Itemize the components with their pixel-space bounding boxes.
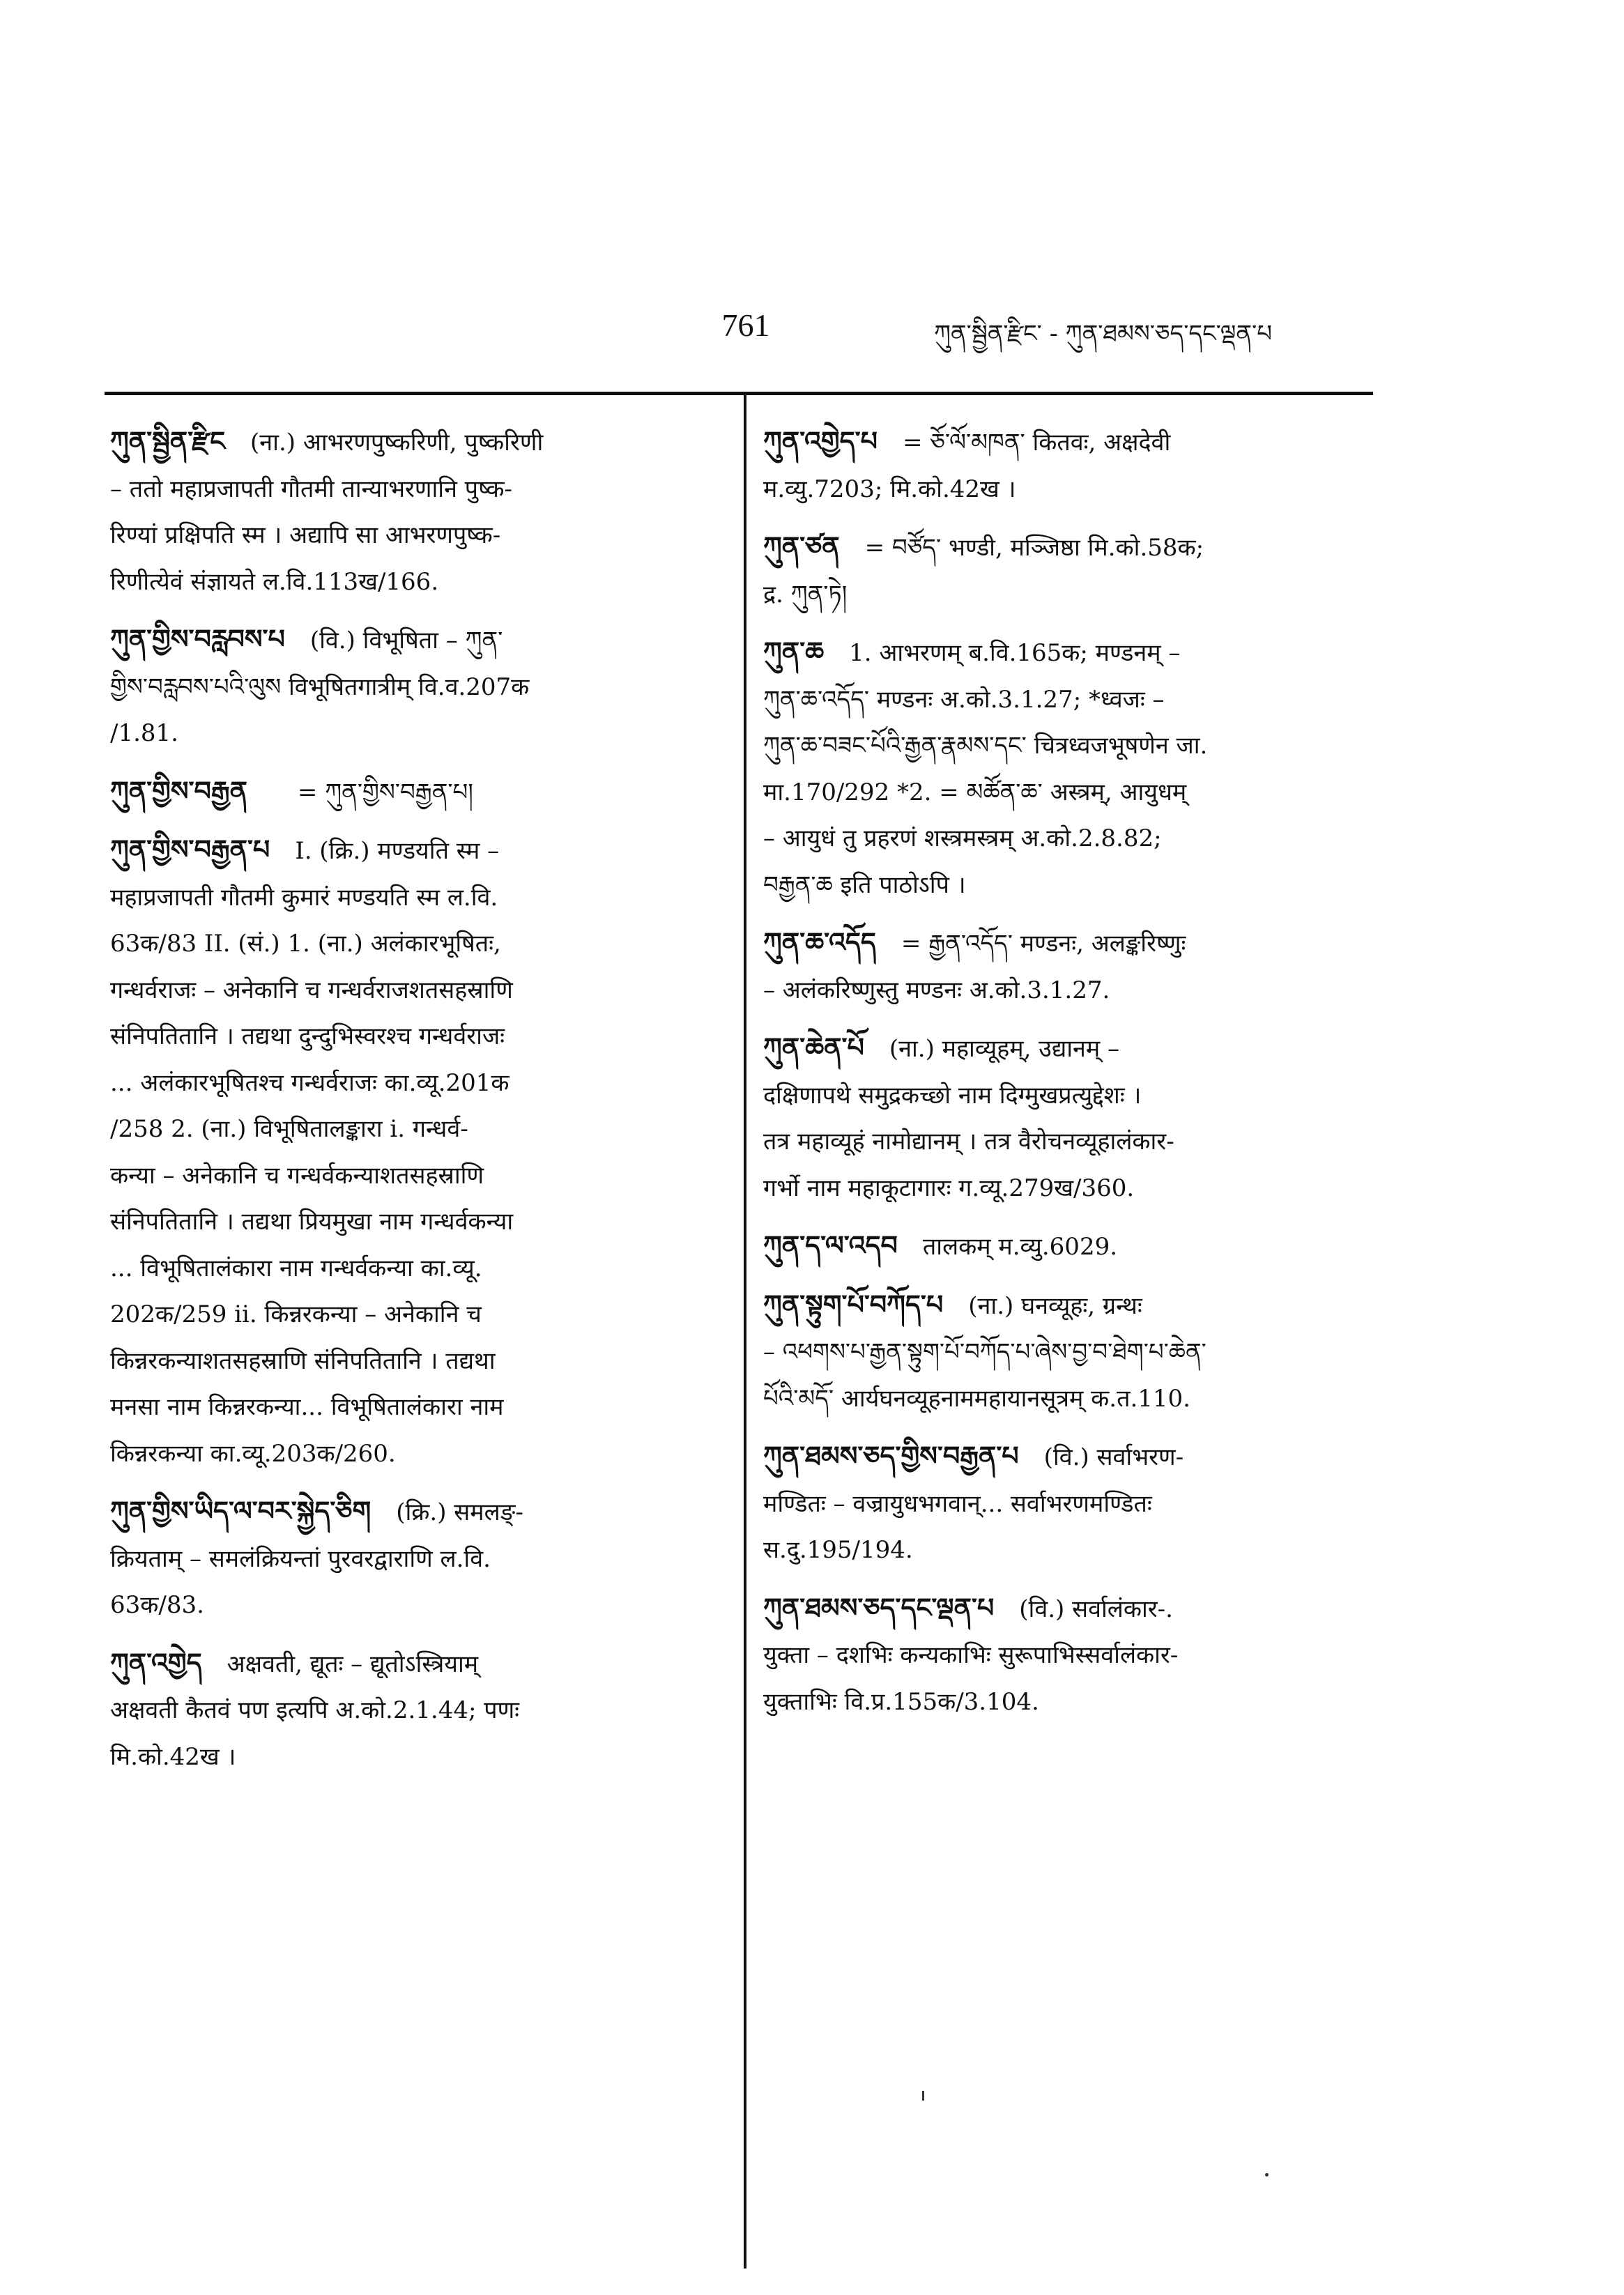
dictionary-entry bbox=[110, 827, 723, 1477]
headword: ཀུན་སྦྱིན་རྫིང bbox=[110, 426, 225, 456]
entry-line: (ना.) घनव्यूहः, ग्रन्थः bbox=[968, 1291, 1142, 1320]
dictionary-entry bbox=[763, 629, 1377, 908]
entry-line: (ना.) महाव्यूहम्, उद्यानम् – bbox=[889, 1035, 1120, 1063]
headword: ཀུན་ད་ལ་འདབ bbox=[763, 1230, 898, 1261]
entry-line: गन्धर्वराजः – अनेकानि च गन्धर्वराजशतसहस्राणि bbox=[110, 976, 513, 1004]
dictionary-entry bbox=[763, 919, 1377, 1013]
dictionary-entry bbox=[110, 1488, 723, 1629]
headword: ཀུན་གྱིས་ཡིད་ལ་བར་སྐྱེད་ཅིག bbox=[110, 1496, 371, 1526]
header-rule bbox=[105, 392, 1373, 395]
headword: ཀུན་གྱིས་བརྒྱན bbox=[110, 775, 247, 806]
dictionary-entry bbox=[763, 418, 1377, 512]
entry-line: म.व्यु.7203; मि.को.42ख । bbox=[763, 475, 1016, 503]
entry-line: मि.को.42ख । bbox=[110, 1742, 236, 1771]
entry-line: པོའི་མདོ་ आर्यघनव्यूहनाममहायानसूत्रम् क.त.110. bbox=[763, 1384, 1190, 1413]
headword: ཀུན་སྟུག་པོ་བཀོད་པ bbox=[763, 1289, 944, 1320]
entry-line: द्र. ཀུན་ཏེ། bbox=[763, 580, 848, 608]
entry-line: मण्डितः – वज्रायुधभगवान्... सर्वाभरणमण्डितः bbox=[763, 1489, 1152, 1518]
entry-line: – अलंकरिष्णुस्तु मण्डनः अ.को.3.1.27. bbox=[763, 976, 1110, 1004]
entry-line: अक्षवती कैतवं पण इत्यपि अ.को.2.1.44; पणः bbox=[110, 1696, 520, 1724]
entry-line: (ना.) आभरणपुष्करिणी, पुष्करिणी bbox=[250, 429, 544, 456]
entry-line: /1.81. bbox=[110, 719, 178, 747]
headword: ཀུན་ཙན bbox=[763, 531, 840, 562]
dictionary-entry bbox=[110, 418, 723, 605]
entry-line: 63क/83. bbox=[110, 1591, 204, 1619]
dictionary-entry bbox=[110, 1640, 723, 1781]
headword: ཀུན་འགྱེད་པ bbox=[763, 426, 878, 456]
entry-line: गर्भो नाम महाकूटागारः ग.व्यू.279ख/360. bbox=[763, 1174, 1135, 1202]
entry-line: ... विभूषितालंकारा नाम गन्धर्वकन्या का.व्यू. bbox=[110, 1254, 482, 1282]
right-column bbox=[763, 418, 1377, 1736]
entry-line: महाप्रजापती गौतमी कुमारं मण्डयति स्म ल.वि. bbox=[110, 883, 498, 912]
dictionary-entry bbox=[763, 1222, 1377, 1271]
dictionary-entry bbox=[763, 523, 1377, 617]
entry-line: (वि.) सर्वाभरण- bbox=[1043, 1443, 1184, 1471]
entry-line: 63क/83 II. (सं.) 1. (ना.) अलंकारभूषितः, bbox=[110, 930, 501, 958]
entry-line: किन्नरकन्या का.व्यू.203क/260. bbox=[110, 1439, 396, 1468]
entry-line: (वि.) विभूषिता – ཀུན་ bbox=[309, 627, 503, 654]
entry-line: 202क/259 ii. किन्नरकन्या – अनेकानि च bbox=[110, 1300, 482, 1328]
entry-line: अक्षवती, द्यूतः – द्यूतोऽस्त्रियाम् bbox=[227, 1650, 479, 1678]
scan-speck bbox=[922, 2091, 924, 2101]
entry-line: तत्र महाव्यूहं नामोद्यानम् । तत्र वैरोचनव्यूहालंकार- bbox=[763, 1128, 1174, 1156]
entry-line: मनसा नाम किन्नरकन्या... विभूषितालंकारा नाम bbox=[110, 1393, 504, 1421]
headword: ཀུན་ཆེན་པོ bbox=[763, 1032, 864, 1063]
entry-line: 1. आभरणम् ब.वि.165क; मण्डनम् – bbox=[849, 639, 1181, 667]
dictionary-entry bbox=[763, 1024, 1377, 1211]
scan-speck bbox=[1265, 2173, 1269, 2177]
entry-line: = བཙོད་ भण्डी, मञ्जिष्ठा मि.को.58क; bbox=[864, 534, 1204, 562]
entry-line: रिणीत्येवं संज्ञायते ल.वि.113ख/166. bbox=[110, 567, 439, 596]
entry-line: – आयुधं तु प्रहरणं शस्त्रमस्त्रम् अ.को.2.8.82; bbox=[763, 824, 1162, 852]
entry-line: (क्रि.) समलङ्- bbox=[396, 1498, 523, 1526]
running-head: ཀུན་སྦྱིན་རྫིང་ - ཀུན་ཐམས་ཅད་དང་ལྡན་པ bbox=[934, 320, 1273, 348]
entry-line: = ཅོ་ལོ་མཁན་ कितवः, अक्षदेवी bbox=[902, 429, 1171, 456]
entry-line: /258 2. (ना.) विभूषितालङ्कारा i. गन्धर्व- bbox=[110, 1115, 468, 1143]
dictionary-entry bbox=[763, 1585, 1377, 1726]
entry-line: किन्नरकन्याशतसहस्राणि संनिपतितानि । तद्यथा bbox=[110, 1346, 496, 1375]
entry-line: I. (क्रि.) मण्डयति स्म – bbox=[295, 837, 500, 865]
entry-line: – ततो महाप्रजापती गौतमी तान्याभरणानि पुष्क- bbox=[110, 475, 512, 503]
headword: ཀུན་ཐམས་ཅད་གྱིས་བརྒྱན་པ bbox=[763, 1441, 1019, 1471]
page-number: 761 bbox=[721, 307, 770, 343]
headword: ཀུན་འགྱེད bbox=[110, 1647, 202, 1678]
entry-line: (वि.) सर्वालंकार-. bbox=[1019, 1595, 1173, 1623]
headword: ཀུན་ཐམས་ཅད་དང་ལྡན་པ bbox=[763, 1592, 995, 1623]
dictionary-entry bbox=[763, 1433, 1377, 1574]
entry-line: = རྒྱན་འདོད་ मण्डनः, अलङ्करिष्णुः bbox=[901, 930, 1186, 958]
headword: ཀུན་གྱིས་བརླབས་པ bbox=[110, 624, 285, 654]
entry-line: ཀུན་ཆ་འདོད་ मण्डनः अ.को.3.1.27; *ध्वजः – bbox=[763, 685, 1165, 714]
column-divider bbox=[744, 394, 746, 2269]
dictionary-entry bbox=[110, 768, 723, 816]
headword: ཀུན་ཆ་འདོད bbox=[763, 927, 876, 958]
entry-line: रिण्यां प्रक्षिपति स्म । अद्यापि सा आभरणपुष्क- bbox=[110, 521, 501, 549]
entry-line: = ཀུན་གྱིས་བརྒྱན་པ། bbox=[297, 778, 473, 806]
entry-line: कन्या – अनेकानि च गन्धर्वकन्याशतसहस्राणि bbox=[110, 1161, 484, 1190]
entry-line: ... अलंकारभूषितश्च गन्धर्वराजः का.व्यू.201क bbox=[110, 1068, 510, 1097]
entry-line: युक्ताभिः वि.प्र.155क/3.104. bbox=[763, 1687, 1039, 1716]
entry-line: संनिपतितानि । तद्यथा दुन्दुभिस्वरश्च गन्धर्वराजः bbox=[110, 1022, 505, 1050]
entry-line: क्रियताम् – समलंक्रियन्तां पुरवरद्वाराणि ल.वि. bbox=[110, 1544, 491, 1573]
left-column bbox=[110, 418, 723, 1791]
entry-line: मा.170/292 *2. = མཚོན་ཆ་ अस्त्रम्, आयुधम् bbox=[763, 778, 1187, 806]
dictionary-entry bbox=[110, 616, 723, 757]
headword: ཀུན་ཆ bbox=[763, 636, 825, 667]
headword: ཀུན་གྱིས་བརྒྱན་པ bbox=[110, 834, 270, 865]
entry-line: संनिपतितानि । तद्यथा प्रियमुखा नाम गन्धर्वकन्या bbox=[110, 1208, 514, 1236]
entry-line: स.दु.195/194. bbox=[763, 1536, 913, 1564]
entry-line: – འཕགས་པ་རྒྱན་སྟུག་པོ་བཀོད་པ་ཞེས་བྱ་བ་ཐེག་པ་ཆེན་ bbox=[763, 1338, 1206, 1366]
entry-line: युक्ता – दशभिः कन्यकाभिः सुरूपाभिस्सर्वालंकार- bbox=[763, 1641, 1179, 1669]
entry-line: བརྒྱན་ཆ इति पाठोऽपि । bbox=[763, 870, 966, 899]
dictionary-entry bbox=[763, 1282, 1377, 1422]
entry-line: दक्षिणापथे समुद्रकच्छो नाम दिग्मुखप्रत्युद्देशः । bbox=[763, 1081, 1142, 1110]
entry-line: ཀུན་ཆ་བཟང་པོའི་རྒྱན་རྣམས་དང་ चित्रध्वजभूषणेन जा. bbox=[763, 732, 1208, 760]
entry-line: तालकम् म.व्यु.6029. bbox=[922, 1233, 1118, 1261]
entry-line: གྱིས་བརླབས་པའི་ལུས विभूषितगात्रीम् वि.व.207क bbox=[110, 673, 530, 701]
